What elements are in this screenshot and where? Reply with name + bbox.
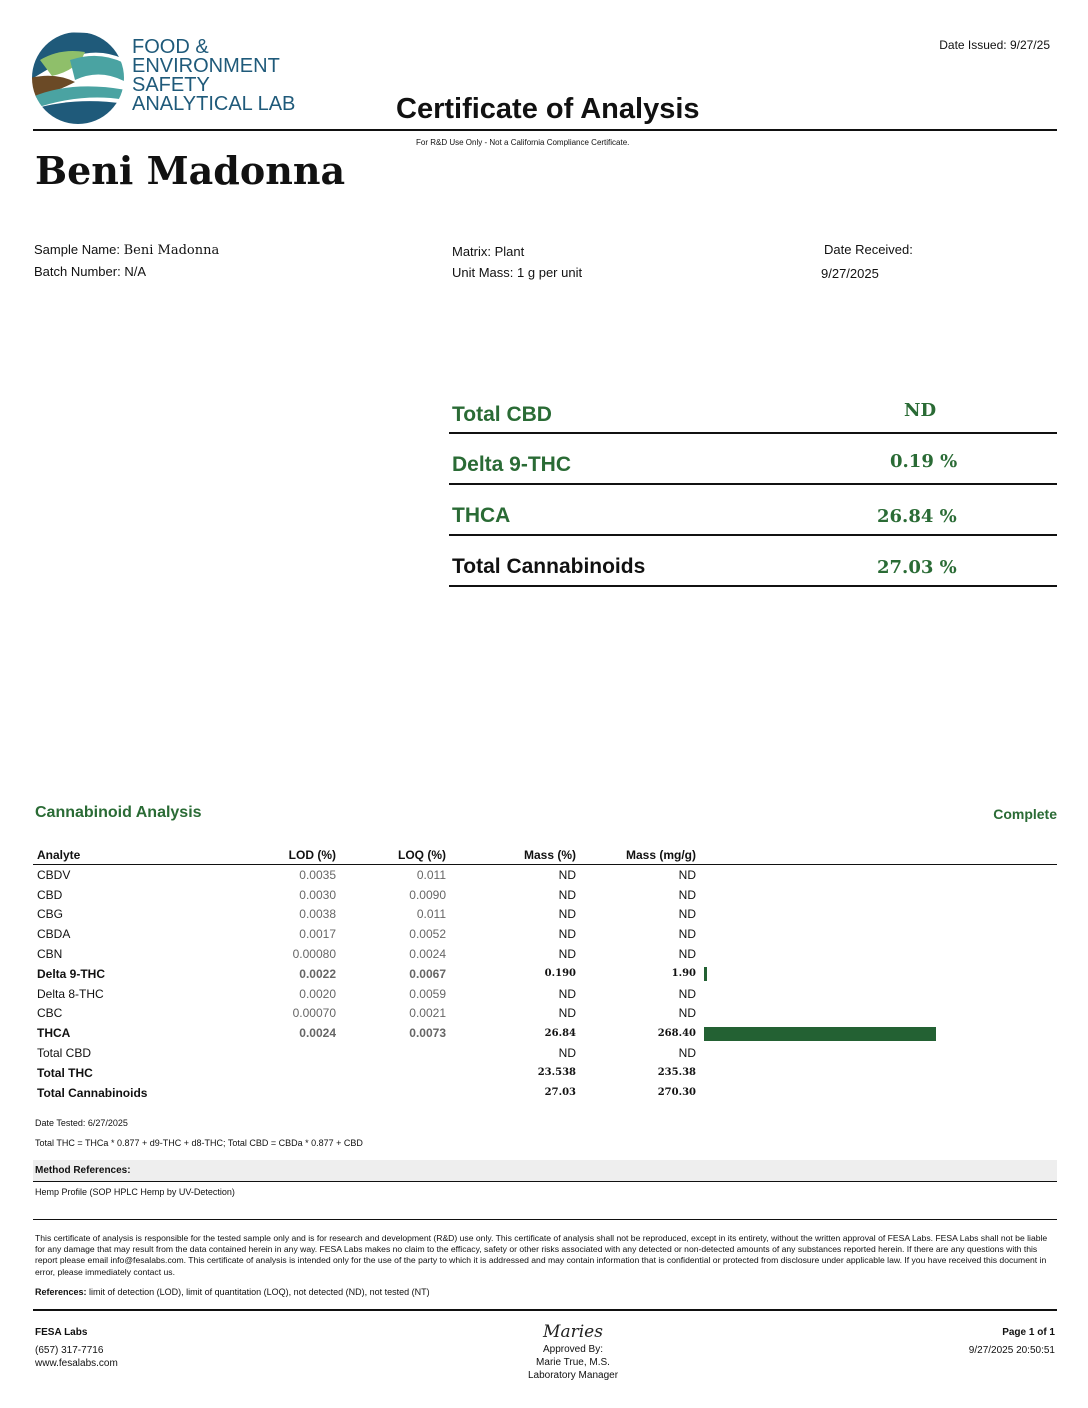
mass-mg-value: ND <box>678 867 696 882</box>
page-title: Certificate of Analysis <box>396 93 700 125</box>
footer-website[interactable]: www.fesalabs.com <box>35 1358 118 1369</box>
lab-name <box>132 38 302 114</box>
total-formula: Total THC = THCa * 0.877 + d9-THC + d8-THC; Total CBD = CBDa * 0.877 + CBD <box>35 1138 363 1148</box>
matrix-label: Matrix: <box>452 244 491 259</box>
method-reference: Hemp Profile (SOP HPLC Hemp by UV-Detection) <box>35 1187 235 1197</box>
mass-bar-cell <box>700 1004 1057 1024</box>
analysis-title: Cannabinoid Analysis <box>35 804 202 821</box>
mass-percent-value: ND <box>558 986 576 1001</box>
signature: Maries <box>543 1322 603 1342</box>
page-info-block <box>969 1326 1055 1357</box>
unit-mass-field <box>452 265 582 280</box>
loq-value <box>340 1083 450 1103</box>
references-line <box>35 1287 430 1297</box>
footer-company-block <box>35 1326 118 1370</box>
mass-bar-cell <box>700 944 1057 964</box>
summary-label: Total Cannabinoids <box>452 555 646 578</box>
mass-mg-value: ND <box>678 947 696 962</box>
mass-bar <box>704 967 707 981</box>
table-row <box>33 1023 1057 1043</box>
batch-number-value: N/A <box>124 264 146 279</box>
table-row <box>33 1063 1057 1083</box>
mass-percent-value: ND <box>558 907 576 922</box>
summary-label: Total CBD <box>452 403 552 426</box>
mass-bar-cell <box>700 905 1057 925</box>
table-row <box>33 1004 1057 1024</box>
table-header-row <box>33 846 1057 865</box>
page-number: Page 1 of 1 <box>1002 1327 1055 1338</box>
mass-bar-cell <box>700 885 1057 905</box>
column-header: LOQ (%) <box>340 846 450 865</box>
approver-name: Marie True, M.S. <box>536 1357 610 1368</box>
column-header: Mass (%) <box>450 846 580 865</box>
summary-label: Delta 9-THC <box>452 453 572 476</box>
date-issued <box>939 38 1050 52</box>
date-tested: Date Tested: 6/27/2025 <box>35 1118 128 1128</box>
date-received-label: Date Received: <box>824 242 913 257</box>
lod-value: 0.0024 <box>299 1026 336 1041</box>
header-divider <box>33 129 1057 131</box>
lod-value: 0.0020 <box>299 986 336 1001</box>
mass-percent-value: ND <box>558 867 576 882</box>
mass-bar-cell <box>700 984 1057 1004</box>
batch-number-field <box>34 264 146 279</box>
date-issued-label: Date Issued: <box>939 38 1007 52</box>
loq-value <box>340 1043 450 1063</box>
table-row <box>33 944 1057 964</box>
mass-bar-cell <box>700 1083 1057 1103</box>
lod-value: 0.0022 <box>299 966 336 981</box>
mass-mg-value: ND <box>678 1046 696 1061</box>
loq-value: 0.0024 <box>409 947 446 962</box>
analyte-name: Delta 9-THC <box>37 966 106 981</box>
lod-value <box>233 1083 340 1103</box>
table-row <box>33 1043 1057 1063</box>
summary-row-delta9-thc <box>449 435 1057 485</box>
lod-value: 0.0030 <box>299 887 336 902</box>
lod-value <box>233 1043 340 1063</box>
mass-mg-value: ND <box>678 907 696 922</box>
analysis-status: Complete <box>993 806 1057 822</box>
analyte-table-body <box>33 865 1057 1103</box>
unit-mass-value: 1 g per unit <box>517 265 583 280</box>
analyte-name: CBDV <box>37 867 71 882</box>
sample-title: Beni Madonna <box>35 148 346 193</box>
analyte-name: CBC <box>37 1006 63 1021</box>
analyte-name: Total THC <box>37 1065 93 1080</box>
lab-name-line: SAFETY <box>132 74 210 96</box>
mass-mg-value: 270.30 <box>657 1087 696 1099</box>
analyte-name: CBD <box>37 887 63 902</box>
loq-value: 0.0052 <box>409 927 446 942</box>
mass-percent-value: ND <box>558 947 576 962</box>
analyte-table <box>33 846 1057 1103</box>
lab-name-line: FOOD & <box>132 36 209 58</box>
sample-name-label: Sample Name: <box>34 242 120 257</box>
mass-percent-value: 27.03 <box>544 1087 576 1099</box>
loq-value <box>340 1063 450 1083</box>
generated-timestamp: 9/27/2025 20:50:51 <box>968 1345 1055 1356</box>
mass-mg-value: 1.90 <box>671 968 696 980</box>
approver-title: Laboratory Manager <box>527 1370 619 1381</box>
mass-percent-value: ND <box>558 887 576 902</box>
approval-block <box>493 1321 653 1382</box>
column-header: Mass (mg/g) <box>580 846 700 865</box>
mass-mg-value: ND <box>678 927 696 942</box>
mass-bar-cell <box>700 1063 1057 1083</box>
column-header: LOD (%) <box>233 846 340 865</box>
loq-value: 0.011 <box>416 867 446 882</box>
matrix-value: Plant <box>494 244 525 259</box>
mass-mg-value: 268.40 <box>657 1027 696 1039</box>
mass-mg-value: ND <box>678 986 696 1001</box>
column-header-bar <box>700 846 1057 865</box>
references-label: References: <box>35 1287 87 1297</box>
lod-value <box>233 1063 340 1083</box>
lod-value: 0.00080 <box>292 947 336 962</box>
loq-value: 0.011 <box>416 907 446 922</box>
summary-value: 26.84 % <box>877 506 957 527</box>
analyte-name: Total CBD <box>37 1046 92 1061</box>
lab-name-line: ANALYTICAL LAB <box>132 93 296 115</box>
mass-bar-cell <box>700 865 1057 885</box>
analyte-name: Delta 8-THC <box>37 986 104 1001</box>
loq-value: 0.0059 <box>409 986 446 1001</box>
summary-label: THCA <box>452 504 511 527</box>
mass-percent-value: ND <box>558 927 576 942</box>
analyte-name: CBN <box>37 947 63 962</box>
table-row <box>33 964 1057 984</box>
loq-value: 0.0073 <box>409 1026 446 1041</box>
mass-bar-cell <box>700 924 1057 944</box>
lab-logo <box>30 30 126 126</box>
references-text: limit of detection (LOD), limit of quantitation (LOQ), not detected (ND), not tested (NT) <box>89 1287 430 1297</box>
method-references-header <box>33 1160 1057 1182</box>
summary-value: ND <box>904 400 937 421</box>
mass-mg-value: 235.38 <box>657 1067 696 1079</box>
date-issued-value: 9/27/25 <box>1009 38 1050 52</box>
unit-mass-label: Unit Mass: <box>452 265 514 280</box>
mass-bar-cell <box>700 1023 1057 1043</box>
loq-value: 0.0021 <box>409 1006 446 1021</box>
disclaimer-text: This certificate of analysis is responsible for the tested sample only and is for research and development (R&D) use only. This certificate of analysis shall not be reproduced, except in its entirety, without the written approval of FESA Labs. FESA Labs shall not be liable for any damage that may result from the data contained herein in any way. FESA Labs makes no claim to the efficacy, safety or other risks associated with any detected or non-detected amounts of any substances reported herein. If there are any questions with this report please email info@fesalabs.com. This certificate of analysis is intended only for the use of the party to which it is addressed and may contain information that is confidential or protected from disclosure under applicable law. If you have received this document in error, please immediately contact us. <box>35 1233 1048 1277</box>
mass-mg-value: ND <box>678 887 696 902</box>
footer-divider <box>33 1309 1057 1311</box>
mass-mg-value: ND <box>678 1006 696 1021</box>
lab-name-line: ENVIRONMENT <box>132 55 280 77</box>
analyte-name: CBG <box>37 907 64 922</box>
summary-row-thca <box>449 486 1057 536</box>
batch-number-label: Batch Number: <box>34 264 121 279</box>
approved-by-label: Approved By: <box>542 1344 604 1355</box>
mass-bar-cell <box>700 964 1057 984</box>
page-subtitle: For R&D Use Only - Not a California Compliance Certificate. <box>416 138 630 147</box>
date-received-value: 9/27/2025 <box>821 266 879 281</box>
summary-value: 0.19 % <box>890 451 958 472</box>
summary-value: 27.03 % <box>877 557 957 578</box>
mass-bar-cell <box>700 1043 1057 1063</box>
loq-value: 0.0090 <box>409 887 446 902</box>
lod-value: 0.0017 <box>299 927 336 942</box>
footer-phone: (657) 317-7716 <box>35 1345 104 1356</box>
table-row <box>33 905 1057 925</box>
table-row <box>33 1083 1057 1103</box>
sample-name-value: Beni Madonna <box>123 243 220 258</box>
method-references-title: Method References: <box>35 1165 131 1176</box>
loq-value: 0.0067 <box>409 966 446 981</box>
table-row <box>33 885 1057 905</box>
lod-value: 0.0035 <box>299 867 336 882</box>
sample-name-field <box>34 242 219 258</box>
column-header: Analyte <box>33 846 233 865</box>
table-row <box>33 924 1057 944</box>
lod-value: 0.0038 <box>299 907 336 922</box>
matrix-field <box>452 244 524 259</box>
mass-percent-value: ND <box>558 1046 576 1061</box>
lod-value: 0.00070 <box>292 1006 336 1021</box>
disclaimer-divider <box>33 1219 1057 1220</box>
summary-row-total-cbd <box>449 384 1057 434</box>
mass-bar <box>704 1027 936 1041</box>
summary-row-total-cannabinoids <box>449 537 1057 587</box>
analyte-name: Total Cannabinoids <box>37 1085 148 1100</box>
mass-percent-value: ND <box>558 1006 576 1021</box>
mass-percent-value: 26.84 <box>544 1027 576 1039</box>
analyte-name: THCA <box>37 1026 71 1041</box>
footer-company: FESA Labs <box>35 1327 88 1338</box>
mass-percent-value: 0.190 <box>544 968 576 980</box>
mass-percent-value: 23.538 <box>537 1067 576 1079</box>
analyte-name: CBDA <box>37 927 71 942</box>
table-row <box>33 984 1057 1004</box>
table-row <box>33 865 1057 885</box>
